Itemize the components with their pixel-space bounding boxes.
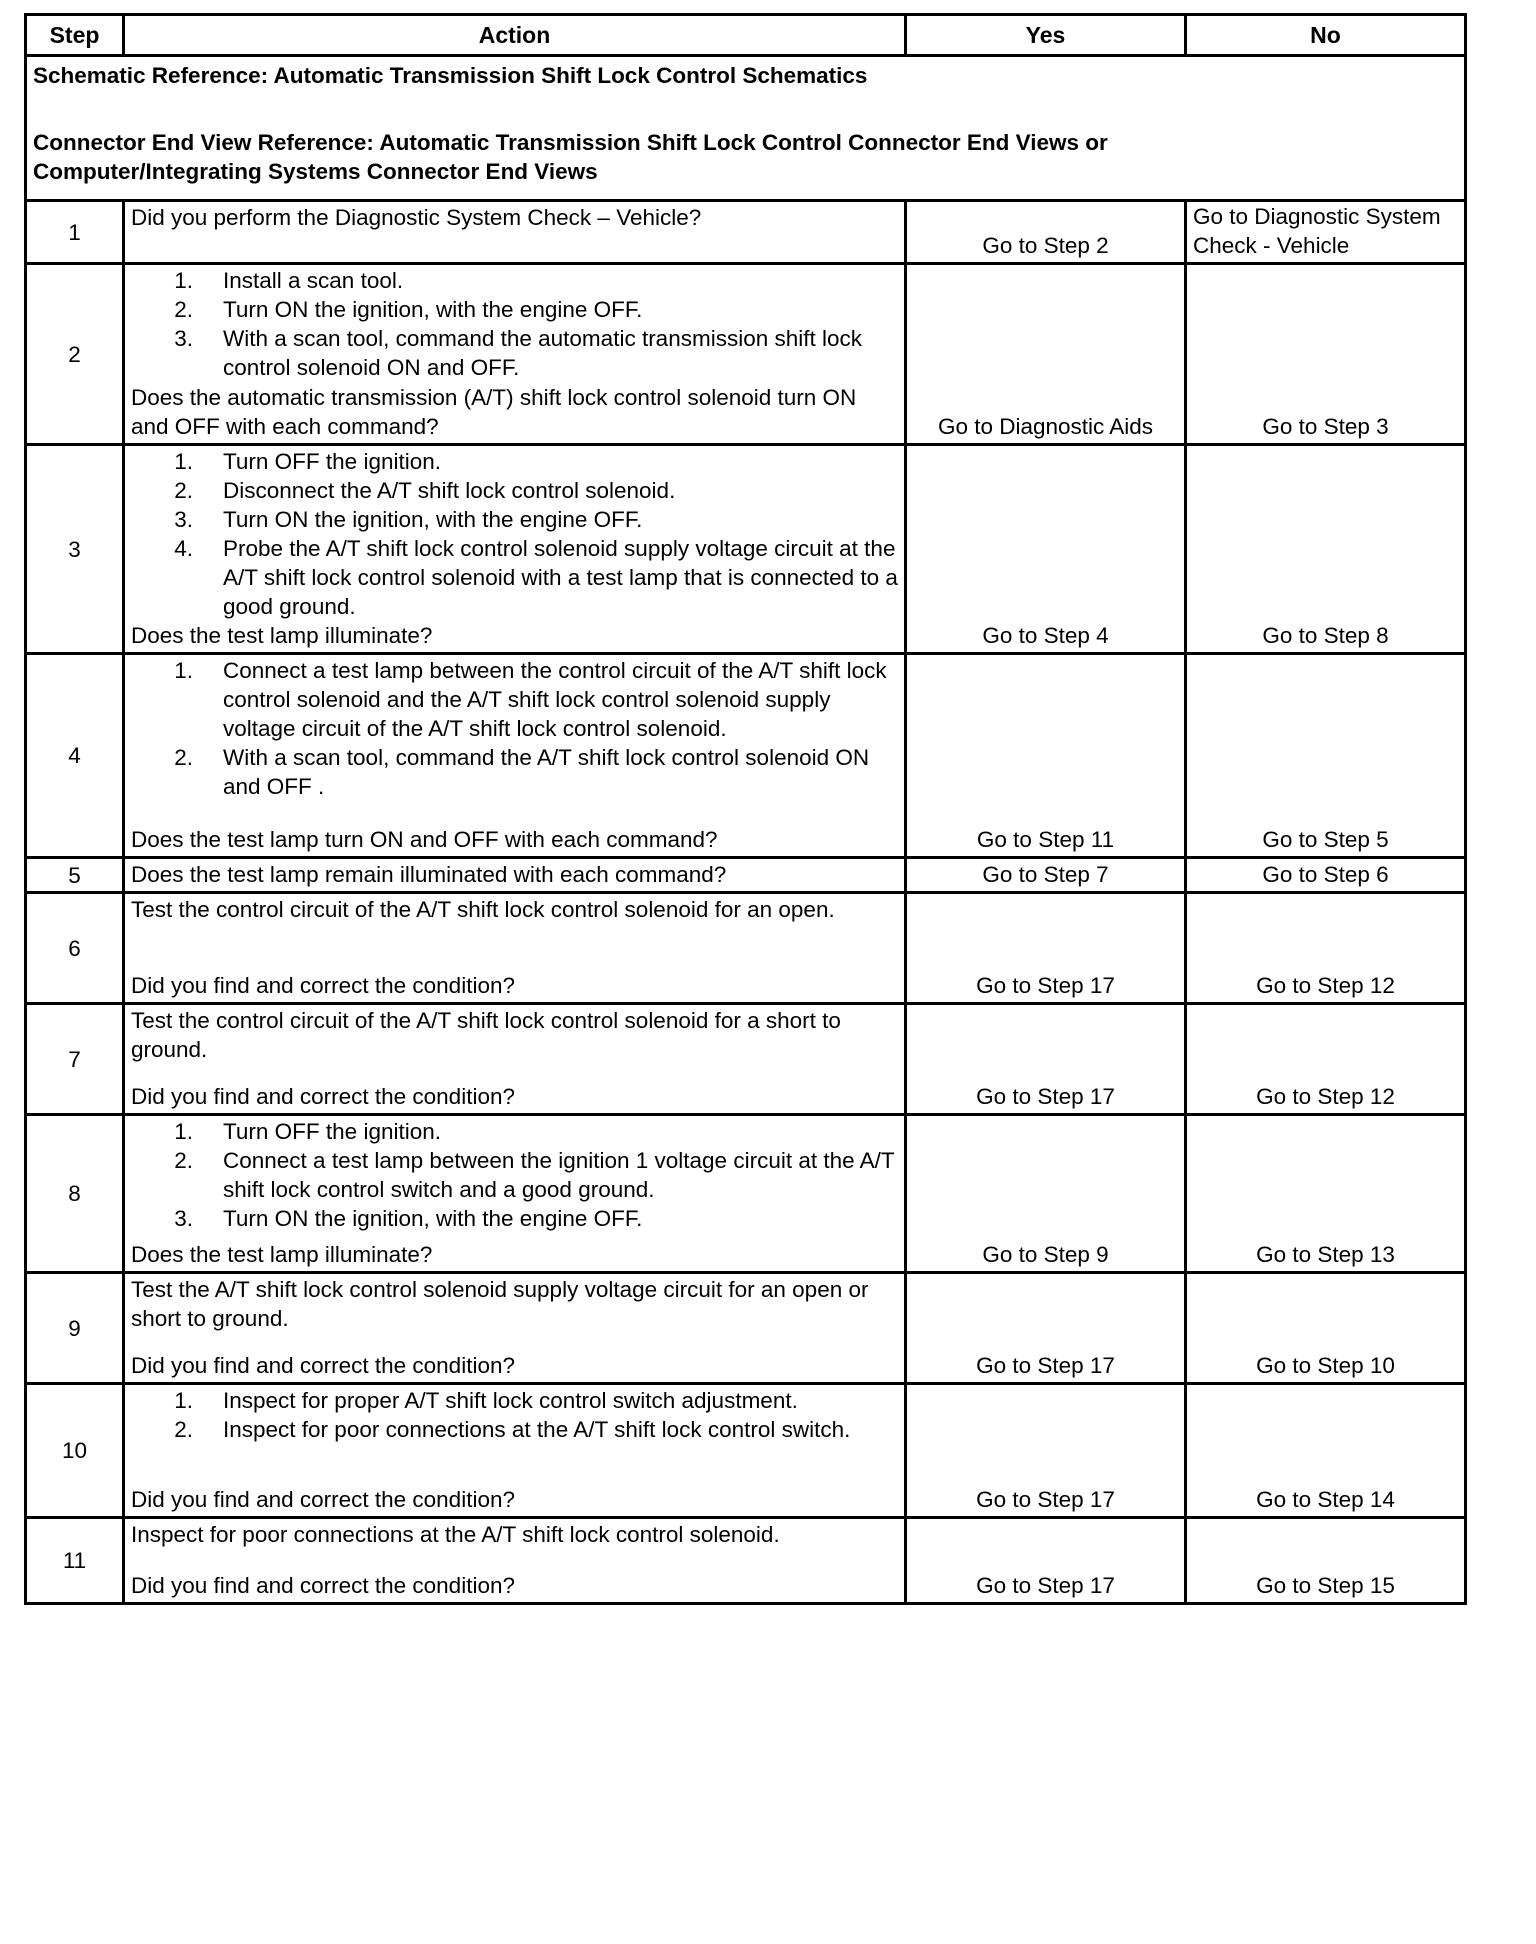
- no-result: Go to Step 3: [1186, 264, 1466, 445]
- table-row: [26, 201, 1466, 264]
- no-result: Go to Step 5: [1186, 654, 1466, 858]
- no-result: Go to Step 12: [1186, 893, 1466, 1004]
- instruction-item: Turn ON the ignition, with the engine OFF.: [223, 507, 643, 532]
- instruction-item: Turn OFF the ignition.: [223, 449, 442, 474]
- action-text: Does the test lamp remain illuminated with each command?: [131, 862, 727, 887]
- instruction-item: Turn ON the ignition, with the engine OFF.: [223, 297, 643, 322]
- instruction-item: Connect a test lamp between the control circuit of the A/T shift lock control solenoid and the A/T shift lock control solenoid supply voltage circuit of the A/T shift lock control solenoid.: [223, 658, 887, 741]
- step-number: 5: [26, 858, 124, 893]
- action-cell: [124, 1518, 906, 1604]
- action-question: Does the test lamp illuminate?: [131, 623, 433, 648]
- action-cell: [124, 1004, 906, 1115]
- header-action: Action: [124, 15, 906, 56]
- action-question: Does the automatic transmission (A/T) shift lock control solenoid turn ON and OFF with each command?: [131, 385, 857, 439]
- action-question: Did you find and correct the condition?: [131, 1084, 515, 1109]
- action-cell: [124, 1273, 906, 1384]
- step-number: 3: [26, 445, 124, 654]
- instruction-item: Inspect for proper A/T shift lock control switch adjustment.: [223, 1388, 798, 1413]
- yes-result: Go to Step 11: [906, 654, 1186, 858]
- header-step: Step: [26, 15, 124, 56]
- instruction-item: Inspect for poor connections at the A/T shift lock control switch.: [223, 1417, 851, 1442]
- table-row: [26, 1384, 1466, 1518]
- no-result: Go to Step 8: [1186, 445, 1466, 654]
- action-question: Did you find and correct the condition?: [131, 973, 515, 998]
- yes-result: Go to Step 7: [906, 858, 1186, 893]
- table-row: [26, 654, 1466, 858]
- action-cell: [124, 1115, 906, 1273]
- action-cell: [124, 201, 906, 264]
- step-number: 9: [26, 1273, 124, 1384]
- yes-result: Go to Step 17: [906, 1004, 1186, 1115]
- instruction-list: [131, 1117, 898, 1233]
- instruction-list: [131, 266, 898, 382]
- instruction-item: Connect a test lamp between the ignition 1 voltage circuit at the A/T shift lock control switch and a good ground.: [223, 1148, 895, 1202]
- yes-result: Go to Diagnostic Aids: [906, 264, 1186, 445]
- reference-cell: [26, 56, 1466, 201]
- header-no: No: [1186, 15, 1466, 56]
- step-number: 11: [26, 1518, 124, 1604]
- table-row: [26, 1518, 1466, 1604]
- no-result: Go to Step 10: [1186, 1273, 1466, 1384]
- table-row: [26, 858, 1466, 893]
- action-text: Inspect for poor connections at the A/T shift lock control solenoid.: [131, 1522, 780, 1547]
- table-row: [26, 1273, 1466, 1384]
- instruction-list: [131, 447, 898, 621]
- instruction-item: Probe the A/T shift lock control solenoid supply voltage circuit at the A/T shift lock control solenoid with a test lamp that is connected to a good ground.: [223, 536, 898, 619]
- action-cell: [124, 1384, 906, 1518]
- action-question: Does the test lamp illuminate?: [131, 1242, 433, 1267]
- table-row: [26, 1004, 1466, 1115]
- no-result: Go to Step 14: [1186, 1384, 1466, 1518]
- instruction-item: Turn OFF the ignition.: [223, 1119, 442, 1144]
- action-cell: [124, 893, 906, 1004]
- step-number: 6: [26, 893, 124, 1004]
- no-result: Go to Diagnostic System Check - Vehicle: [1186, 201, 1466, 264]
- yes-result: Go to Step 9: [906, 1115, 1186, 1273]
- step-number: 1: [26, 201, 124, 264]
- yes-result: Go to Step 2: [906, 201, 1186, 264]
- no-result: Go to Step 13: [1186, 1115, 1466, 1273]
- step-number: 2: [26, 264, 124, 445]
- step-number: 10: [26, 1384, 124, 1518]
- action-text: Test the control circuit of the A/T shift lock control solenoid for an open.: [131, 897, 835, 922]
- instruction-item: Disconnect the A/T shift lock control solenoid.: [223, 478, 676, 503]
- diagnostic-table: [24, 13, 1467, 1605]
- action-cell: [124, 654, 906, 858]
- instruction-item: With a scan tool, command the automatic transmission shift lock control solenoid ON and OFF.: [223, 326, 863, 380]
- step-number: 4: [26, 654, 124, 858]
- yes-result: Go to Step 17: [906, 893, 1186, 1004]
- no-result: Go to Step 15: [1186, 1518, 1466, 1604]
- no-result: Go to Step 6: [1186, 858, 1466, 893]
- header-row: [26, 15, 1466, 56]
- action-question: Did you find and correct the condition?: [131, 1573, 515, 1598]
- no-result: Go to Step 12: [1186, 1004, 1466, 1115]
- step-number: 8: [26, 1115, 124, 1273]
- step-number: 7: [26, 1004, 124, 1115]
- header-yes: Yes: [906, 15, 1186, 56]
- yes-result: Go to Step 17: [906, 1384, 1186, 1518]
- action-question: Did you find and correct the condition?: [131, 1487, 515, 1512]
- instruction-item: Install a scan tool.: [223, 268, 404, 293]
- connector-reference-line1: Connector End View Reference: Automatic Transmission Shift Lock Control Connector End Views or: [33, 130, 1108, 155]
- instruction-list: [131, 656, 898, 801]
- action-cell: [124, 264, 906, 445]
- action-cell: [124, 858, 906, 893]
- table-row: [26, 264, 1466, 445]
- yes-result: Go to Step 17: [906, 1273, 1186, 1384]
- yes-result: Go to Step 4: [906, 445, 1186, 654]
- table-row: [26, 893, 1466, 1004]
- table-row: [26, 445, 1466, 654]
- table-row: [26, 1115, 1466, 1273]
- action-text: Test the A/T shift lock control solenoid supply voltage circuit for an open or short to ground.: [131, 1277, 869, 1331]
- schematic-reference: Schematic Reference: Automatic Transmission Shift Lock Control Schematics: [33, 63, 868, 88]
- reference-row: [26, 56, 1466, 201]
- instruction-item: Turn ON the ignition, with the engine OFF.: [223, 1206, 643, 1231]
- instruction-item: With a scan tool, command the A/T shift lock control solenoid ON and OFF .: [223, 745, 870, 799]
- instruction-list: [131, 1386, 898, 1444]
- action-question: Did you find and correct the condition?: [131, 1353, 515, 1378]
- action-text: Did you perform the Diagnostic System Check – Vehicle?: [131, 205, 702, 230]
- connector-reference-line2: Computer/Integrating Systems Connector End Views: [33, 159, 598, 184]
- action-text: Test the control circuit of the A/T shift lock control solenoid for a short to ground.: [131, 1008, 841, 1062]
- action-question: Does the test lamp turn ON and OFF with each command?: [131, 827, 718, 852]
- action-cell: [124, 445, 906, 654]
- yes-result: Go to Step 17: [906, 1518, 1186, 1604]
